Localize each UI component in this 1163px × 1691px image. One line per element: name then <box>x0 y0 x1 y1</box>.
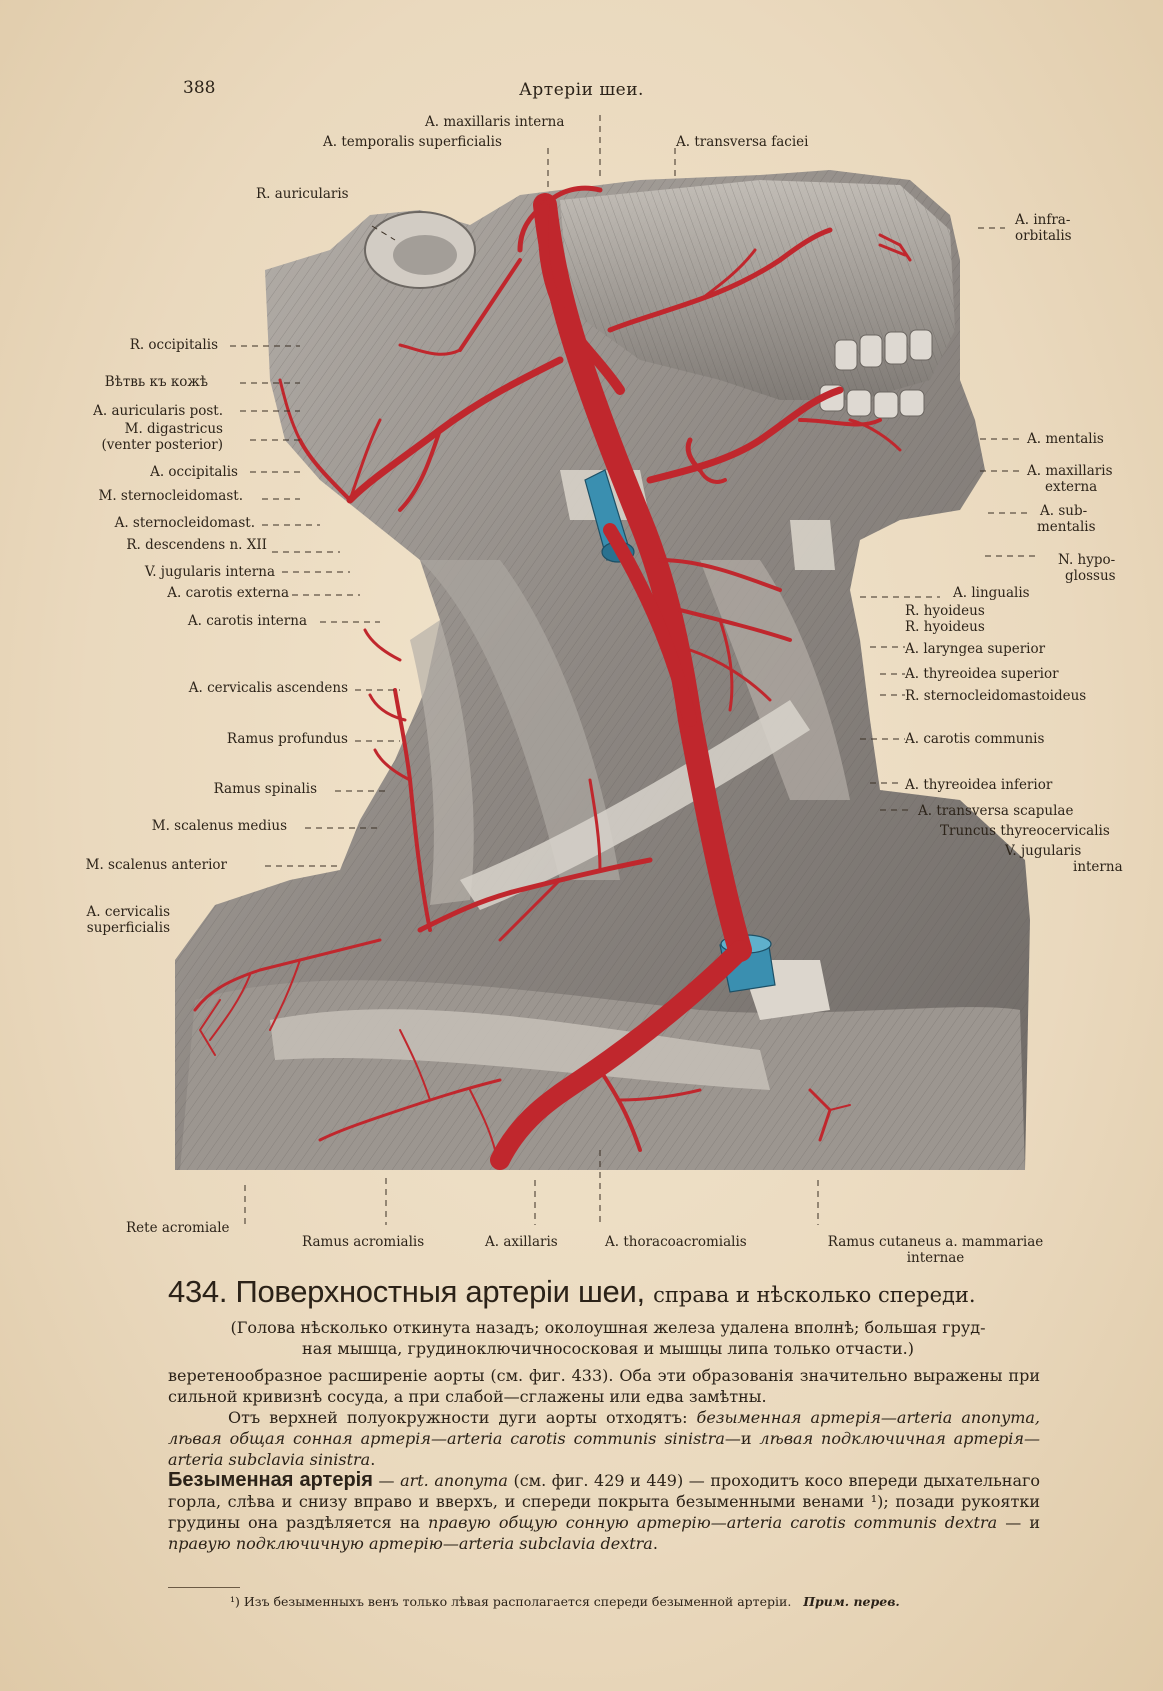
label-a-sternocleidomast: A. sternocleidomast. <box>114 515 255 531</box>
p3-italic-b: art. anonyma <box>400 1471 508 1490</box>
running-title: Артеріи шеи. <box>519 80 644 100</box>
label-truncus-thyreocervicalis: Truncus thyreocervicalis <box>940 823 1110 839</box>
p2-text-e: . <box>370 1450 376 1469</box>
p2-text-a: Отъ верхней полуокружности дуги аорты отходятъ: <box>228 1408 697 1427</box>
label-submentalis: A. sub- <box>1040 503 1088 519</box>
label-submentalis-2: mentalis <box>1037 519 1096 535</box>
label-a-occipitalis: A. occipitalis <box>150 464 238 480</box>
caption-title-tail: справа и нѣсколько спереди. <box>653 1283 976 1307</box>
label-cervicalis-superficialis: A. cervicalis <box>86 904 170 920</box>
footnote <box>230 1594 900 1609</box>
label-digastricus: M. digastricus <box>124 421 223 437</box>
label-ramus-cutaneus-2: internae <box>906 1250 965 1266</box>
label-auricularis-post: A. auricularis post. <box>93 403 223 419</box>
p3-italic-f: правую подключичную артерію—arteria subclavia dextra <box>168 1534 653 1553</box>
label-vetv-k-kozhe: Вѣтвь къ кожѣ <box>104 374 208 390</box>
label-v-jugularis-interna-left: V. jugularis interna <box>144 564 275 580</box>
label-thyreoidea-superior: A. thyreoidea superior <box>905 666 1059 682</box>
label-digastricus-venter: (venter posterior) <box>101 437 223 453</box>
p3-text-c: (см. фиг. 429 и 449) — проходитъ косо впереди дыхательнаго горла, слѣва и снизу вправо и вверхъ, и спереди покрыта безыменными венами ¹); позади рукоятки грудины она раздѣляется на <box>168 1471 1041 1532</box>
body-text <box>168 1365 1040 1554</box>
footnote-text: ¹) Изъ безыменныхъ венъ только лѣвая располагается спереди безыменной артеріи. <box>230 1594 792 1609</box>
paragraph-3 <box>168 1470 1040 1554</box>
label-maxillaris-interna: A. maxillaris interna <box>425 114 565 130</box>
label-r-descendens: R. descendens n. XII <box>126 537 267 553</box>
label-a-axillaris: A. axillaris <box>485 1234 558 1250</box>
label-infraorbitalis: A. infra- <box>1015 212 1071 228</box>
caption-title <box>168 1274 1048 1313</box>
label-mentalis: A. mentalis <box>1027 431 1104 447</box>
label-scalenus-anterior: M. scalenus anterior <box>85 857 227 873</box>
label-lingualis: A. lingualis <box>953 585 1030 601</box>
label-ramus-acromialis: Ramus acromialis <box>302 1234 425 1250</box>
p3-text-g: . <box>652 1534 658 1553</box>
label-scalenus-medius: M. scalenus medius <box>151 818 287 834</box>
label-hypoglossus: N. hypo- <box>1058 552 1116 568</box>
label-transversa-faciei: A. transversa faciei <box>676 134 809 150</box>
label-m-sternocleidomast: M. sternocleidomast. <box>98 488 243 504</box>
page-number: 388 <box>183 78 216 98</box>
footnote-note: Прим. перев. <box>803 1594 900 1609</box>
p2-text-c: —и <box>724 1429 760 1448</box>
label-maxillaris-externa: A. maxillaris <box>1027 463 1113 479</box>
caption-subtitle-2: ная мышца, грудиноключичнососковая и мышцы липа только отчасти.) <box>302 1339 914 1358</box>
label-infraorbitalis-2: orbitalis <box>1015 228 1072 244</box>
label-r-sternocleidomastoideus: R. sternocleidomastoideus <box>905 688 1087 704</box>
label-r-hyoideus-2: R. hyoideus <box>905 619 985 635</box>
figure-number: 434. <box>168 1274 228 1309</box>
paragraph-2 <box>168 1407 1040 1470</box>
label-maxillaris-externa-2: externa <box>1045 479 1098 495</box>
footnote-divider <box>168 1587 240 1588</box>
label-ramus-cutaneus: Ramus cutaneus a. mammariae <box>827 1234 1044 1250</box>
p3-italic-d: правую общую сонную артерію—arteria carotis communis dextra <box>428 1513 998 1532</box>
label-cervicalis-ascendens: A. cervicalis ascendens <box>188 680 348 696</box>
label-carotis-interna: A. carotis interna <box>187 613 307 629</box>
caption-title-main: Поверхностныя артеріи шеи, <box>235 1274 645 1309</box>
label-thyreoidea-inferior: A. thyreoidea inferior <box>905 777 1053 793</box>
label-ramus-spinalis: Ramus spinalis <box>213 781 317 797</box>
label-thoracoacromialis: A. thoracoacromialis <box>605 1234 747 1250</box>
label-cervicalis-superficialis-2: superficialis <box>86 920 170 936</box>
p3-text-a: — <box>372 1471 401 1490</box>
caption-subtitle-1: (Голова нѣсколько откинута назадъ; околоушная железа удалена вполнѣ; большая груд- <box>230 1318 986 1337</box>
p2-italic-b: безыменная артерія—arteria anonyma, лѣвая общая сонная артерія—arteria carotis communis sinistra <box>168 1408 1040 1448</box>
p2-italic-d: лѣвая подключичная артерія—arteria subclavia sinistra <box>168 1429 1041 1469</box>
label-temporalis-superficialis: A. temporalis superficialis <box>323 134 502 150</box>
label-v-jugularis-interna-right: V. jugularis <box>1005 843 1082 859</box>
label-r-auricularis: R. auricularis <box>256 186 349 202</box>
label-transversa-scapulae: A. transversa scapulae <box>918 803 1074 819</box>
label-ramus-profundus: Ramus profundus <box>226 731 348 747</box>
figure-caption <box>168 1274 1048 1359</box>
label-r-occipitalis: R. occipitalis <box>129 337 218 353</box>
label-carotis-externa: A. carotis externa <box>167 585 289 601</box>
label-hypoglossus-2: glossus <box>1065 568 1116 584</box>
label-r-hyoideus-1: R. hyoideus <box>905 603 985 619</box>
p3-text-e: — и <box>997 1513 1040 1532</box>
p3-bold-term: Безыменная артерія <box>168 1469 373 1491</box>
label-v-jugularis-interna-right-2: interna <box>1073 859 1123 875</box>
label-rete-acromiale: Rete acromiale <box>126 1220 230 1236</box>
label-laryngea-superior: A. laryngea superior <box>905 641 1046 657</box>
paragraph-1: веретенообразное расширеніе аорты (см. фиг. 433). Оба эти образованія значительно выражены при сильной кривизнѣ сосуда, а при слабой—сглажены или едва замѣтны. <box>168 1366 1040 1406</box>
head-neck-figure <box>175 170 1030 1170</box>
label-carotis-communis: A. carotis communis <box>905 731 1045 747</box>
